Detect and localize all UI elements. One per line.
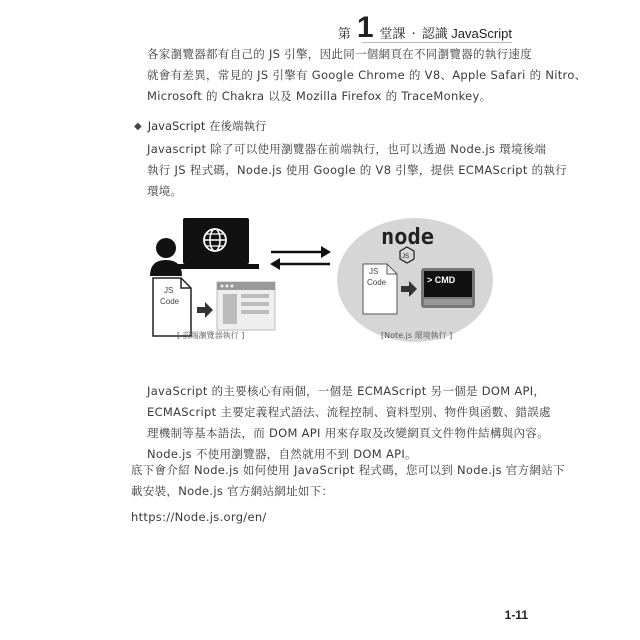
- left-file-label-code: Code: [160, 297, 180, 306]
- bullet-heading-text: JavaScript 在後端執行: [147, 119, 267, 133]
- page-number: 1-11: [504, 608, 528, 622]
- header-rule: [362, 42, 512, 43]
- text-line: 底下會介紹 Node.js 如何使用 JavaScript 程式碼，您可以到 Node.js 官方網站下: [131, 463, 565, 477]
- text-line: 就會有差異，常見的 JS 引擎有 Google Chrome 的 V8、Apple Safari 的 Nitro、: [147, 68, 587, 82]
- person-icon: [150, 238, 182, 276]
- text-line: JavaScript 的主要核心有兩個，一個是 ECMAScript 另一個是 DOM API，: [147, 384, 546, 398]
- chapter-number: 1: [356, 11, 374, 44]
- text-line: Javascript 除了可以使用瀏覽器在前端執行，也可以透過 Node.js 環境後端: [147, 142, 547, 156]
- text-line: 環境。: [147, 184, 183, 198]
- frontend-backend-figure: [145, 210, 505, 350]
- chapter-header: [337, 11, 512, 44]
- chapter-suffix: 堂課: [379, 27, 406, 42]
- exchange-arrows-icon: [270, 246, 331, 270]
- paragraph-js-core: [147, 381, 551, 465]
- chapter-prefix: 第: [337, 27, 351, 42]
- nodejs-logo: node: [381, 225, 434, 250]
- paragraph-nodejs-backend: [147, 139, 567, 202]
- caption-frontend: [ 前端瀏覽器執行 ]: [177, 331, 245, 340]
- paragraph-install-intro: [131, 460, 565, 502]
- left-file-label-js: JS: [164, 286, 174, 295]
- arrow-right-icon: [197, 302, 213, 318]
- text-line: Node.js 不使用瀏覽器，自然就用不到 DOM API。: [147, 447, 417, 461]
- nodejs-badge-label: JS: [402, 254, 410, 260]
- right-file-label-code: Code: [367, 278, 387, 287]
- bullet-heading: [134, 118, 267, 134]
- diamond-bullet-icon: ◆: [134, 120, 142, 132]
- caption-backend: [Note.js 環境執行 ]: [381, 331, 453, 340]
- paragraph-js-engines: [147, 44, 586, 107]
- text-line: 各家瀏覽器都有自己的 JS 引擎，因此同一個網頁在不同瀏覽器的執行速度: [147, 47, 532, 61]
- text-line: 執行 JS 程式碼，Node.js 使用 Google 的 V8 引擎，提供 ECMAScript 的執行: [147, 163, 568, 177]
- text-line: Microsoft 的 Chakra 以及 Mozilla Firefox 的 TraceMonkey。: [147, 89, 492, 103]
- text-line: ECMAScript 主要定義程式語法、流程控制、資料型別、物件與函數、錯誤處: [147, 405, 551, 419]
- browser-window-icon: [217, 282, 275, 330]
- right-file-label-js: JS: [369, 267, 379, 276]
- terminal-cmd-text: > CMD: [427, 275, 456, 285]
- nodejs-url[interactable]: https://Node.js.org/en/: [131, 510, 267, 524]
- text-line: 理機制等基本語法，而 DOM API 用來存取及改變網頁文件物件結構與內容。: [147, 426, 549, 440]
- text-line: 載安裝，Node.js 官方網站網址如下：: [131, 484, 334, 498]
- chapter-topic: 認識 JavaScript: [421, 26, 512, 41]
- laptop-icon: [171, 218, 259, 269]
- terminal-icon: [421, 268, 475, 308]
- header-separator: ·: [411, 27, 416, 42]
